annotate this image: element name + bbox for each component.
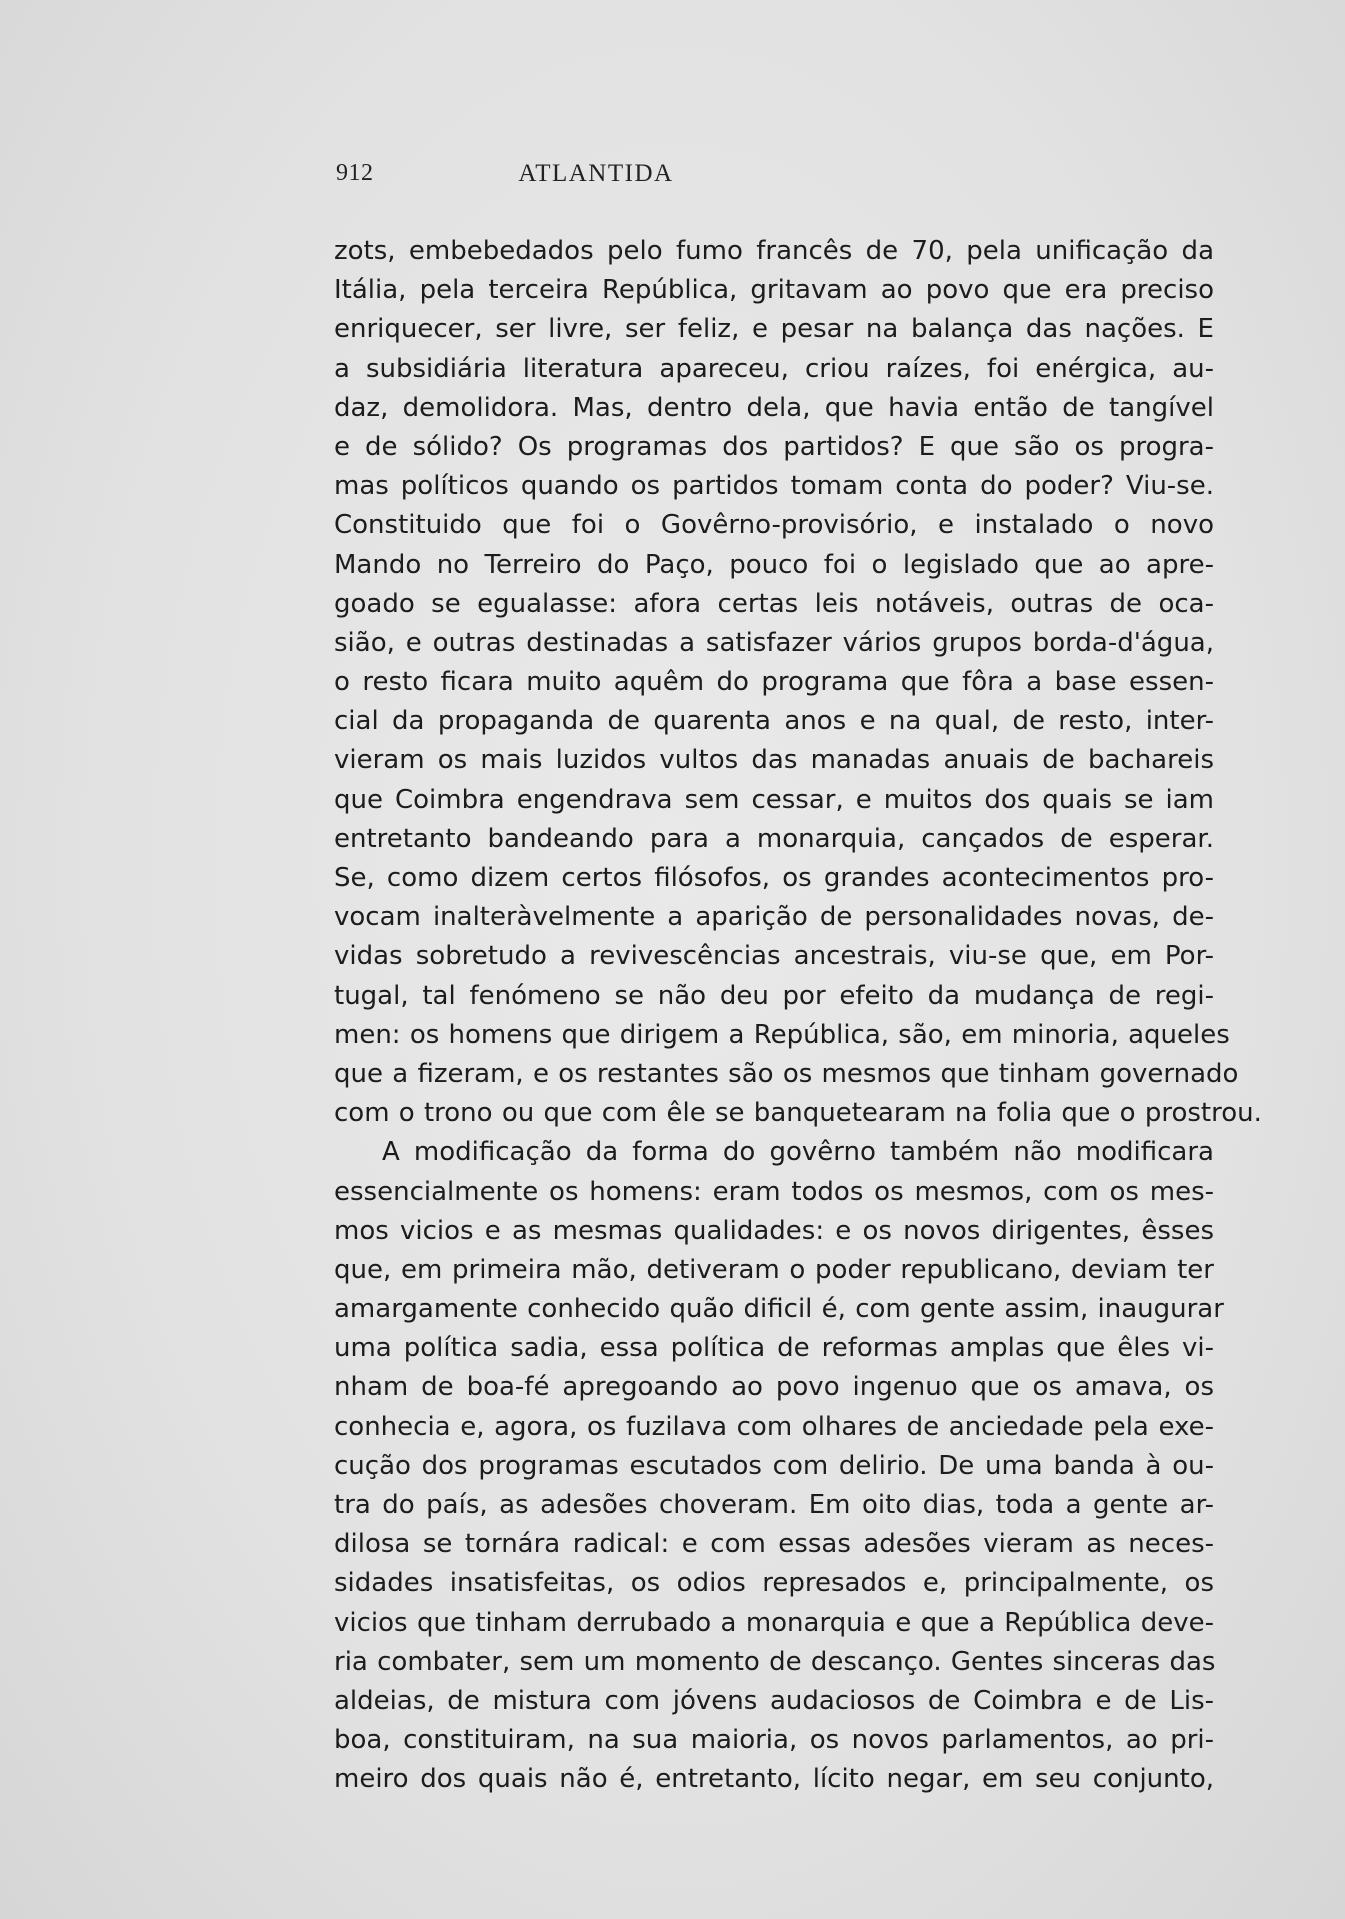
text-line: vidas sobretudo a revivescências ancestrais, viu-se que, em Por- [334, 941, 1214, 972]
text-line: zots, embebedados pelo fumo francês de 70, pela unificação da [334, 236, 1214, 266]
text-line: essencialmente os homens: eram todos os mesmos, com os mes- [334, 1176, 1214, 1207]
page-header [336, 160, 856, 200]
text-line: dilosa se tornára radical: e com essas adesões vieram as neces- [334, 1529, 1214, 1560]
text-line: A modificação da forma do govêrno também não modificara [382, 1137, 1214, 1168]
text-line: enriquecer, ser livre, ser feliz, e pesar na balança das nações. E [334, 314, 1214, 345]
text-line: boa, constituiram, na sua maioria, os novos parlamentos, ao pri- [334, 1725, 1214, 1756]
text-line: vieram os mais luzidos vultos das manadas anuais de bachareis [334, 745, 1214, 776]
text-line: a subsidiária literatura apareceu, criou raízes, foi enérgica, au- [334, 353, 1214, 384]
text-line: sião, e outras destinadas a satisfazer vários grupos borda-d'água, [334, 627, 1214, 658]
page-number: 912 [336, 160, 374, 186]
text-line: tra do país, as adesões choveram. Em oito dias, toda a gente ar- [334, 1490, 1214, 1520]
text-line: que, em primeira mão, detiveram o poder republicano, deviam ter [334, 1254, 1214, 1285]
text-line: aldeias, de mistura com jóvens audaciosos de Coimbra e de Lis- [334, 1685, 1214, 1716]
text-line: entretanto bandeando para a monarquia, cançados de esperar. [334, 823, 1214, 854]
text-line: men: os homens que dirigem a República, são, em minoria, aqueles [334, 1019, 1230, 1050]
text-line: sidades insatisfeitas, os odios represados e, principalmente, os [334, 1568, 1214, 1599]
text-line: tugal, tal fenómeno se não deu por efeito da mudança de regi- [334, 980, 1214, 1011]
text-line: meiro dos quais não é, entretanto, lícito negar, em seu conjunto, [334, 1764, 1214, 1795]
text-line: vocam inalteràvelmente a aparição de personalidades novas, de- [334, 902, 1214, 933]
text-line: Se, como dizem certos filósofos, os grandes acontecimentos pro- [334, 863, 1214, 893]
running-title: ATLANTIDA [518, 160, 674, 187]
text-line: Itália, pela terceira República, gritavam ao povo que era preciso [334, 275, 1214, 306]
text-line: conhecia e, agora, os fuzilava com olhares de anciedade pela exe- [334, 1411, 1214, 1442]
text-line: e de sólido? Os programas dos partidos? E que são os progra- [334, 431, 1214, 462]
text-line: nham de boa-fé apregoando ao povo ingenuo que os amava, os [334, 1372, 1214, 1403]
text-line: cução dos programas escutados com delirio. De uma banda à ou- [334, 1450, 1214, 1481]
text-line: que Coimbra engendrava sem cessar, e muitos dos quais se iam [334, 784, 1214, 815]
text-line: goado se egualasse: afora certas leis notáveis, outras de oca- [334, 588, 1214, 619]
text-line: vicios que tinham derrubado a monarquia e que a República deve- [334, 1607, 1214, 1638]
text-line: ria combater, sem um momento de descanço. Gentes sinceras das [334, 1646, 1216, 1677]
text-line: com o trono ou que com êle se banquetearam na folia que o prostrou. [334, 1098, 1262, 1129]
text-line: cial da propaganda de quarenta anos e na qual, de resto, inter- [334, 706, 1214, 737]
text-line: amargamente conhecido quão dificil é, com gente assim, inaugurar [334, 1294, 1224, 1325]
text-line: Constituido que foi o Govêrno-provisório, e instalado o novo [334, 510, 1214, 541]
text-line: Mando no Terreiro do Paço, pouco foi o legislado que ao apre- [334, 549, 1214, 580]
body-text [334, 232, 1262, 1800]
text-line: o resto ficara muito aquêm do programa que fôra a base essen- [334, 667, 1214, 698]
text-line: mos vicios e as mesmas qualidades: e os novos dirigentes, êsses [334, 1215, 1214, 1246]
text-line: que a fizeram, e os restantes são os mesmos que tinham governado [334, 1058, 1239, 1089]
text-line: mas políticos quando os partidos tomam conta do poder? Viu-se. [334, 471, 1214, 502]
text-line: uma política sadia, essa política de reformas amplas que êles vi- [334, 1333, 1214, 1364]
text-line: daz, demolidora. Mas, dentro dela, que havia então de tangível [334, 392, 1214, 423]
